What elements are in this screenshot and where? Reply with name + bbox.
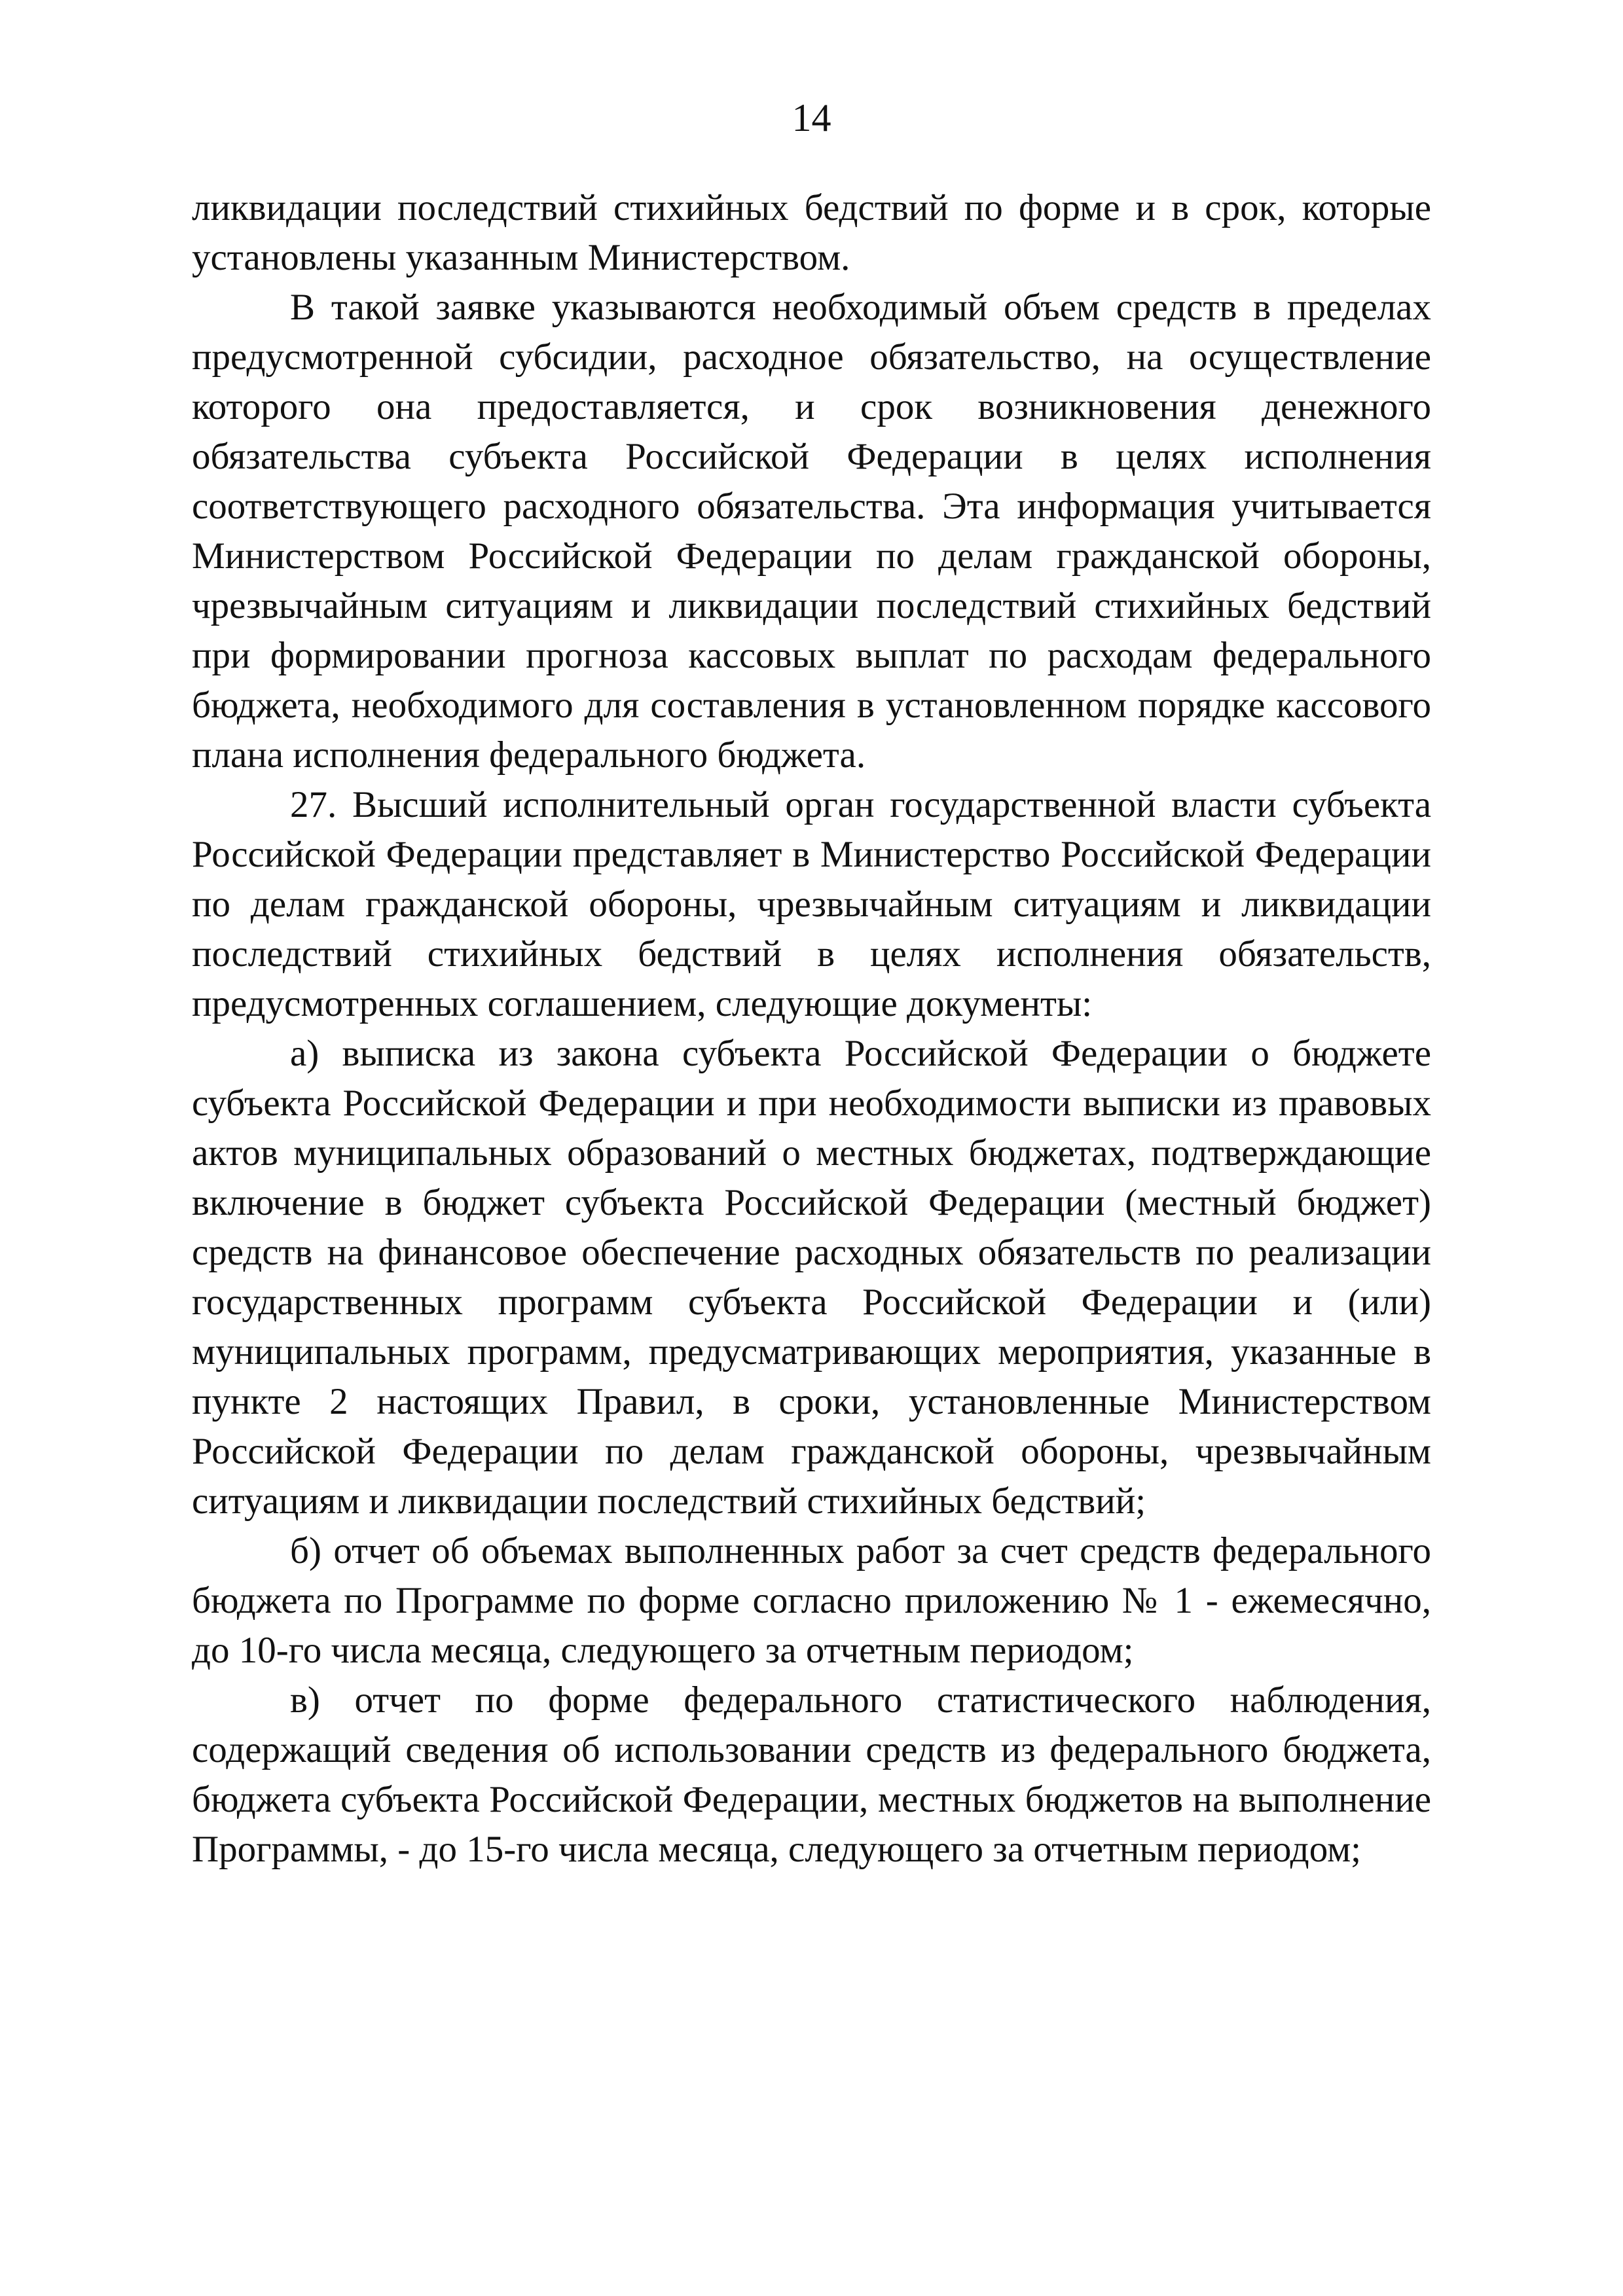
paragraph-subitem-a: а) выписка из закона субъекта Российской Федерации о бюджете субъекта Российской Федерации и при необходимости выписки из правовых актов муниципальных образований о местных бюджетах, подтверждающие включение в бюджет субъекта Российской Федерации (местный бюджет) средств на финансовое обеспечение расходных обязательств по реализации государственных программ субъекта Российской Федерации и (или) муниципальных программ, предусматривающих мероприятия, указанные в пункте 2 настоящих Правил, в сроки, установленные Министерством Российской Федерации по делам гражданской обороны, чрезвычайным ситуациям и ликвидации последствий стихийных бедствий; bbox=[192, 1033, 1431, 1522]
paragraph-continuation: ликвидации последствий стихийных бедствий по форме и в срок, которые установлены указанным Министерством. bbox=[192, 187, 1431, 278]
page-number: 14 bbox=[792, 96, 831, 139]
paragraph-item-27: 27. Высший исполнительный орган государственной власти субъекта Российской Федерации представляет в Министерство Российской Федерации по делам гражданской обороны, чрезвычайным ситуациям и ликвидации последствий стихийных бедствий в целях исполнения обязательств, предусмотренных соглашением, следующие документы: bbox=[192, 784, 1431, 1024]
paragraph-subitem-b: б) отчет об объемах выполненных работ за счет средств федерального бюджета по Программе по форме согласно приложению № 1 - ежемесячно, до 10-го числа месяца, следующего за отчетным периодом; bbox=[192, 1530, 1431, 1671]
paragraph-application-details: В такой заявке указываются необходимый объем средств в пределах предусмотренной субсидии, расходное обязательство, на осуществление которого она предоставляется, и срок возникновения денежного обязательства субъекта Российской Федерации в целях исполнения соответствующего расходного обязательства. Эта информация учитывается Министерством Российской Федерации по делам гражданской обороны, чрезвычайным ситуациям и ликвидации последствий стихийных бедствий при формировании прогноза кассовых выплат по расходам федерального бюджета, необходимого для составления в установленном порядке кассового плана исполнения федерального бюджета. bbox=[192, 287, 1431, 776]
document-body bbox=[192, 183, 1431, 1874]
paragraph-subitem-v: в) отчет по форме федерального статистического наблюдения, содержащий сведения об использовании средств из федерального бюджета, бюджета субъекта Российской Федерации, местных бюджетов на выполнение Программы, - до 15-го числа месяца, следующего за отчетным периодом; bbox=[192, 1679, 1431, 1870]
